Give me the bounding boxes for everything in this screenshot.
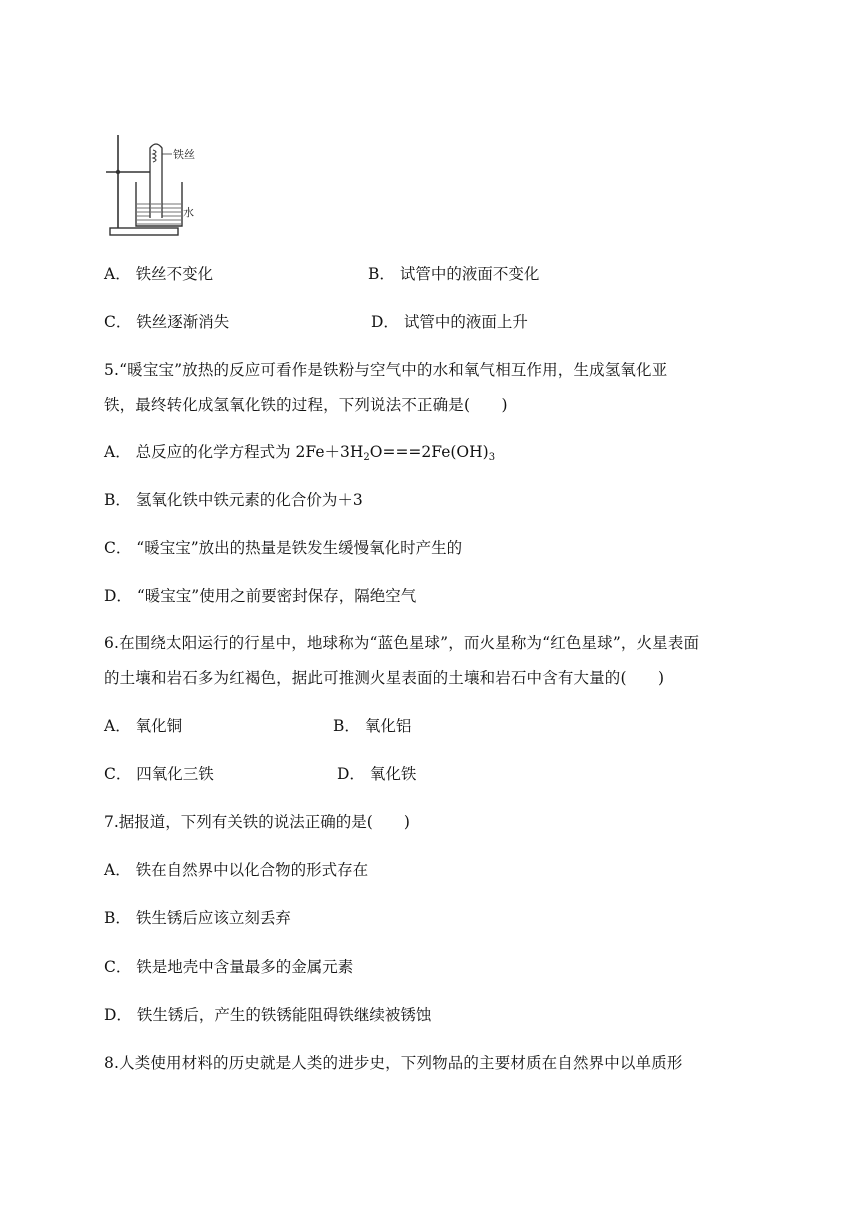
q4-option-b: B． 试管中的液面不变化: [368, 265, 540, 283]
clamp-boss: [116, 170, 120, 174]
q4-option-a: A． 铁丝不变化: [104, 265, 214, 283]
q6-option-a: A． 氧化铜: [104, 717, 183, 735]
q5-option-c: C． “暖宝宝”放出的热量是铁发生缓慢氧化时产生的: [104, 539, 463, 557]
q6-stem-line1: 6.在围绕太阳运行的行星中，地球称为“蓝色星球”，而火星称为“红色星球”，火星表面: [104, 634, 700, 652]
q7-option-a: A． 铁在自然界中以化合物的形式存在: [104, 861, 369, 879]
q7-stem: 7.据报道，下列有关铁的说法正确的是( ): [104, 813, 410, 831]
q5-option-a: [104, 441, 495, 463]
q6-option-c: C． 四氧化三铁: [104, 765, 214, 783]
q5-option-d: D． “暖宝宝”使用之前要密封保存，隔绝空气: [104, 587, 417, 605]
subscript: 3: [488, 452, 496, 463]
q6-option-d: D． 氧化铁: [337, 765, 417, 783]
q6-option-b: B． 氧化铝: [333, 717, 412, 735]
q6-stem-line2: 的土壤和岩石多为红褐色，据此可推测火星表面的土壤和岩石中含有大量的( ): [104, 669, 665, 687]
q5-stem-line1: 5.“暖宝宝”放热的反应可看作是铁粉与空气中的水和氧气相互作用，生成氢氧化亚: [104, 361, 668, 379]
label-water: 水: [183, 206, 194, 219]
q7-option-d: D． 铁生锈后，产生的铁锈能阻碍铁继续被锈蚀: [104, 1006, 432, 1024]
q7-option-b: B． 铁生锈后应该立刻丢弃: [104, 909, 291, 927]
q5-option-a-text: A． 总反应的化学方程式为 2Fe＋3H: [104, 443, 364, 461]
q5-stem-line2: 铁，最终转化成氢氧化铁的过程，下列说法不正确是( ): [104, 396, 508, 414]
experiment-diagram: [104, 130, 214, 240]
q5-option-b: B． 氢氧化铁中铁元素的化合价为＋3: [104, 491, 363, 509]
subscript: 2: [363, 452, 370, 463]
label-iron-wire: 铁丝: [173, 148, 195, 161]
q5-option-a-text2: O===2Fe(OH): [369, 443, 489, 461]
q8-stem-line1: 8.人类使用材料的历史就是人类的进步史，下列物品的主要材质在自然界中以单质形: [104, 1054, 683, 1072]
stand-base: [110, 228, 178, 235]
q4-option-c: C． 铁丝逐渐消失: [104, 313, 230, 331]
q4-option-d: D． 试管中的液面上升: [371, 313, 528, 331]
q7-option-c: C． 铁是地壳中含量最多的金属元素: [104, 958, 354, 976]
